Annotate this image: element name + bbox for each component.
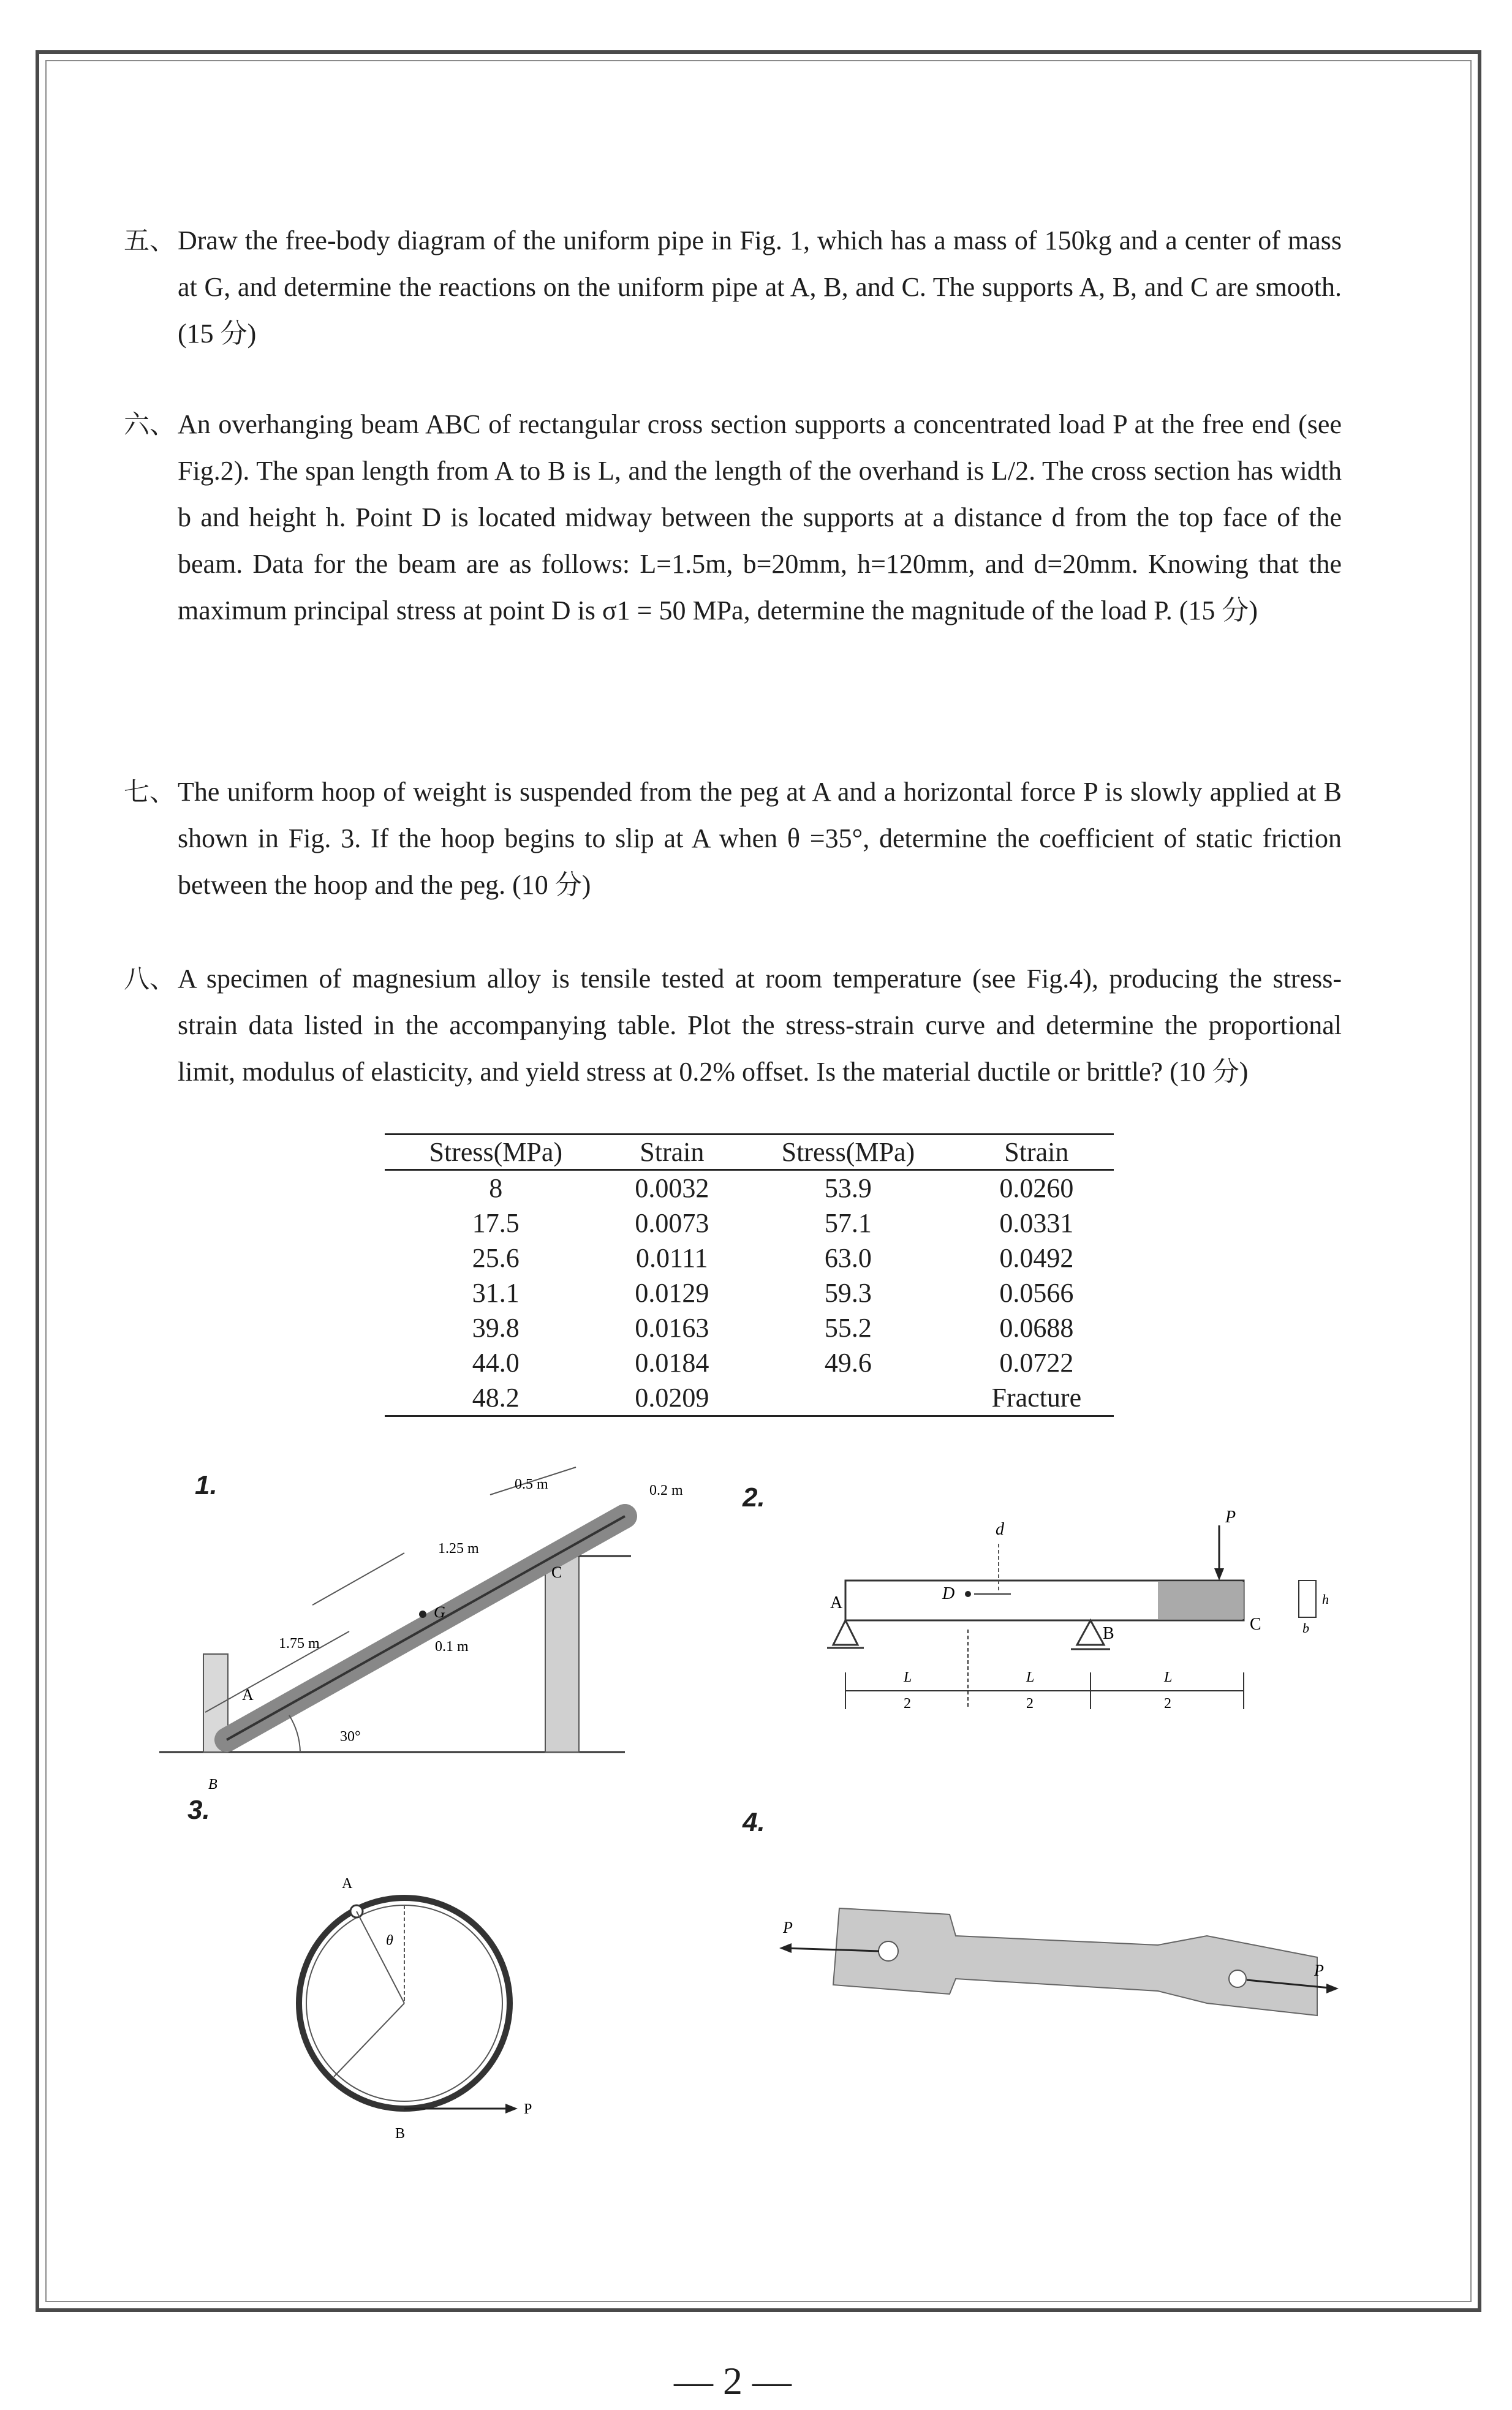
table-header: Stress(MPa)	[385, 1135, 607, 1170]
label-b-width: b	[1302, 1620, 1309, 1636]
support-block-c	[545, 1556, 579, 1752]
table-cell: 0.0722	[999, 1348, 1074, 1378]
problem-text: Draw the free-body diagram of the uniform pipe in Fig. 1, which has a mass of 150kg and a center of mass at G, and determine the reactions on the uniform pipe at A, B, and C. The supports A, B, and C are smooth.	[178, 225, 1342, 302]
table-cell: 0.0492	[999, 1243, 1074, 1273]
radius-line	[334, 2003, 404, 2077]
dim-0-1m: 0.1 m	[435, 1639, 469, 1655]
label-p-left: P	[783, 1919, 793, 1936]
dim-1-25m: 1.25 m	[438, 1541, 479, 1557]
angle-arc	[289, 1715, 300, 1752]
support-a	[833, 1620, 858, 1645]
table-cell: 49.6	[824, 1348, 872, 1378]
table-header: Strain	[959, 1135, 1114, 1170]
table-row	[385, 1275, 1114, 1310]
problem-text: An overhanging beam ABC of rectangular cross section supports a concentrated load P at the free end (see Fig.2). The span length from A to B is L, and the length of the overhand is L/2. The cross section has width b and height h. Point D is located midway between the supports at a distance d from the top face of the beam. Data for the beam are as follows: L=1.5m, b=20mm, h=120mm, and d=20mm. Knowing that the maximum principal stress at point D is σ1 = 50 MPa, determine the magnitude of the load P.	[178, 409, 1342, 625]
table-cell: 59.3	[824, 1278, 872, 1308]
label-theta: θ	[386, 1933, 393, 1949]
label-p-right: P	[1314, 1962, 1324, 1979]
label-l-3: L	[1164, 1669, 1173, 1685]
problem-number: 八、	[124, 964, 176, 994]
table-cell: 0.0331	[999, 1208, 1074, 1238]
label-g: G	[434, 1603, 445, 1621]
table-cell: 55.2	[824, 1313, 872, 1343]
label-d-dim: d	[996, 1520, 1004, 1539]
table-row	[385, 1310, 1114, 1345]
table-cell: 31.1	[472, 1278, 520, 1308]
dim-0-2m: 0.2 m	[649, 1483, 683, 1498]
table-row	[385, 1241, 1114, 1275]
stress-strain-table	[385, 1133, 1114, 1417]
problem-number: 五、	[124, 225, 176, 255]
table-header: Strain	[607, 1135, 738, 1170]
table-cell: 8	[489, 1173, 503, 1203]
dim-0-5m: 0.5 m	[515, 1476, 548, 1492]
table-cell: 48.2	[385, 1380, 607, 1416]
label-2-3: 2	[1164, 1696, 1171, 1712]
problem-6	[124, 401, 1342, 634]
table-cell: 0.0129	[635, 1278, 709, 1308]
table-header-row	[385, 1135, 1114, 1170]
cross-section	[1299, 1581, 1316, 1617]
table-cell: 39.8	[472, 1313, 520, 1343]
table-cell	[737, 1380, 959, 1416]
table-cell: 63.0	[824, 1243, 872, 1273]
table-cell: 53.9	[824, 1173, 872, 1203]
label-2-2: 2	[1026, 1696, 1034, 1712]
label-p: P	[1225, 1508, 1236, 1527]
label-b: B	[1103, 1624, 1114, 1643]
label-a: A	[830, 1593, 843, 1612]
label-c: C	[1250, 1615, 1261, 1634]
label-p: P	[524, 2101, 532, 2117]
label-c: C	[551, 1563, 562, 1581]
center-of-mass-dot	[419, 1611, 426, 1618]
dim-1-75m: 1.75 m	[279, 1636, 320, 1652]
figure-1-label: 1.	[195, 1470, 217, 1500]
label-a: A	[342, 1876, 353, 1892]
table-row	[385, 1170, 1114, 1206]
table-cell: 17.5	[472, 1208, 520, 1238]
force-p-arrowhead	[505, 2104, 518, 2113]
label-b: B	[395, 2126, 406, 2142]
problem-points: (15 分)	[1179, 595, 1258, 625]
table-cell: 0.0111	[635, 1243, 708, 1273]
dim-line	[312, 1553, 404, 1605]
table-cell: 44.0	[472, 1348, 520, 1378]
table-cell: Fracture	[959, 1380, 1114, 1416]
problem-text: The uniform hoop of weight is suspended from the peg at A and a horizontal force P is slowly applied at B shown in Fig. 3. If the hoop begins to slip at A when θ =35°, determine the coefficient of static friction between the hoop and the peg.	[178, 777, 1342, 900]
label-a: A	[242, 1686, 254, 1704]
radius-to-a	[357, 1911, 404, 2003]
problem-number: 六、	[124, 409, 176, 439]
label-h: h	[1322, 1592, 1329, 1607]
figure-3-label: 3.	[187, 1795, 210, 1825]
problem-8	[124, 956, 1342, 1095]
specimen-body	[833, 1908, 1317, 2015]
angle-30: 30°	[340, 1729, 361, 1745]
table-cell: 0.0260	[999, 1173, 1074, 1203]
problem-points: (10 分)	[1170, 1057, 1249, 1087]
label-l-2: L	[1026, 1669, 1035, 1685]
figure-2-beam-diagram	[815, 1507, 1415, 1740]
table-cell: 25.6	[472, 1243, 520, 1273]
problem-7	[124, 769, 1342, 908]
table-cell: 0.0566	[999, 1278, 1074, 1308]
problem-points: (10 分)	[512, 870, 591, 900]
load-p-left-arrowhead	[779, 1943, 792, 1953]
figure-3-hoop-diagram	[270, 1862, 588, 2156]
label-b: B	[208, 1777, 217, 1792]
table-cell: 0.0184	[635, 1348, 709, 1378]
table-cell: 0.0073	[635, 1208, 709, 1238]
load-p-right-arrowhead	[1326, 1984, 1339, 1993]
table-cell: 0.0688	[999, 1313, 1074, 1343]
table-cell: 0.0163	[635, 1313, 709, 1343]
table-row	[385, 1380, 1114, 1416]
table-row	[385, 1345, 1114, 1380]
table-cell: 57.1	[824, 1208, 872, 1238]
figure-4-label: 4.	[743, 1807, 765, 1837]
figure-2-label: 2.	[743, 1483, 765, 1513]
problem-points: (15 分)	[178, 319, 257, 349]
table-cell: 0.0209	[607, 1380, 738, 1416]
pin-hole-right	[1229, 1970, 1246, 1987]
pin-hole-left	[879, 1941, 898, 1961]
label-l-1: L	[904, 1669, 912, 1685]
point-d	[965, 1591, 971, 1597]
problem-number: 七、	[124, 777, 176, 807]
problem-text: A specimen of magnesium alloy is tensile tested at room temperature (see Fig.4), producing the stress-strain data listed in the accompanying table. Plot the stress-strain curve and determine the proportional limit, modulus of elasticity, and yield stress at 0.2% offset. Is the material ductile or brittle?	[178, 964, 1342, 1087]
problem-5	[124, 217, 1342, 357]
table-cell: 0.0032	[635, 1173, 709, 1203]
label-d-point: D	[942, 1584, 955, 1603]
page-number: — 2 —	[674, 2359, 792, 2403]
load-p-arrowhead	[1214, 1568, 1224, 1581]
table-header: Stress(MPa)	[737, 1135, 959, 1170]
label-2-1: 2	[904, 1696, 911, 1712]
support-b	[1077, 1620, 1104, 1645]
table-row	[385, 1206, 1114, 1241]
beam-shaded-end	[1158, 1582, 1244, 1619]
figure-4-specimen-diagram	[766, 1887, 1354, 2046]
figure-1-pipe-diagram	[147, 1458, 729, 1801]
